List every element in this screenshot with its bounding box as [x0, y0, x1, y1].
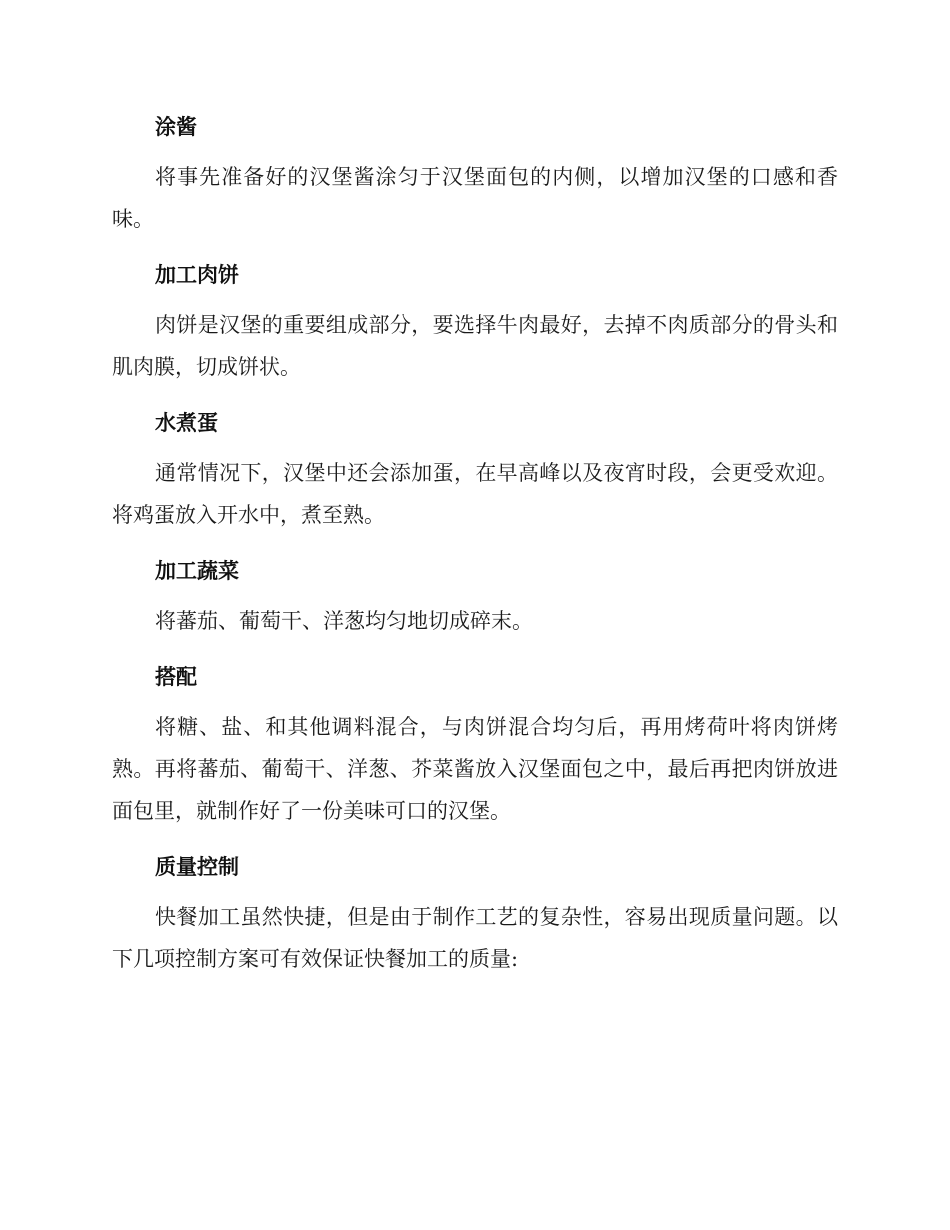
- section-paragraph-assembly: 将糖、盐、和其他调料混合，与肉饼混合均匀后，再用烤荷叶将肉饼烤熟。再将蕃茄、葡萄干、洋葱、芥菜酱放入汉堡面包之中，最后再把肉饼放进面包里，就制作好了一份美味可口的汉堡。: [112, 715, 838, 823]
- document-content: [112, 106, 838, 994]
- section-heading-process-vegetables: 加工蔬菜: [155, 559, 239, 583]
- section-heading-process-patty: 加工肉饼: [155, 263, 239, 287]
- section-paragraph-spread-sauce: 将事先准备好的汉堡酱涂匀于汉堡面包的内侧，以增加汉堡的口感和香味。: [112, 165, 838, 231]
- section-heading-spread-sauce: 涂酱: [155, 115, 197, 139]
- section-paragraph-process-patty: 肉饼是汉堡的重要组成部分，要选择牛肉最好，去掉不肉质部分的骨头和肌肉膜，切成饼状。: [112, 313, 838, 379]
- section-heading-assembly: 搭配: [155, 665, 197, 689]
- section-paragraph-boiled-egg: 通常情况下，汉堡中还会添加蛋，在早高峰以及夜宵时段，会更受欢迎。将鸡蛋放入开水中，煮至熟。: [112, 461, 838, 527]
- section-heading-quality-control: 质量控制: [155, 855, 239, 879]
- section-paragraph-process-vegetables: 将蕃茄、葡萄干、洋葱均匀地切成碎末。: [155, 609, 533, 633]
- section-paragraph-quality-control: 快餐加工虽然快捷，但是由于制作工艺的复杂性，容易出现质量问题。以下几项控制方案可有效保证快餐加工的质量:: [112, 905, 838, 971]
- section-heading-boiled-egg: 水煮蛋: [155, 411, 218, 435]
